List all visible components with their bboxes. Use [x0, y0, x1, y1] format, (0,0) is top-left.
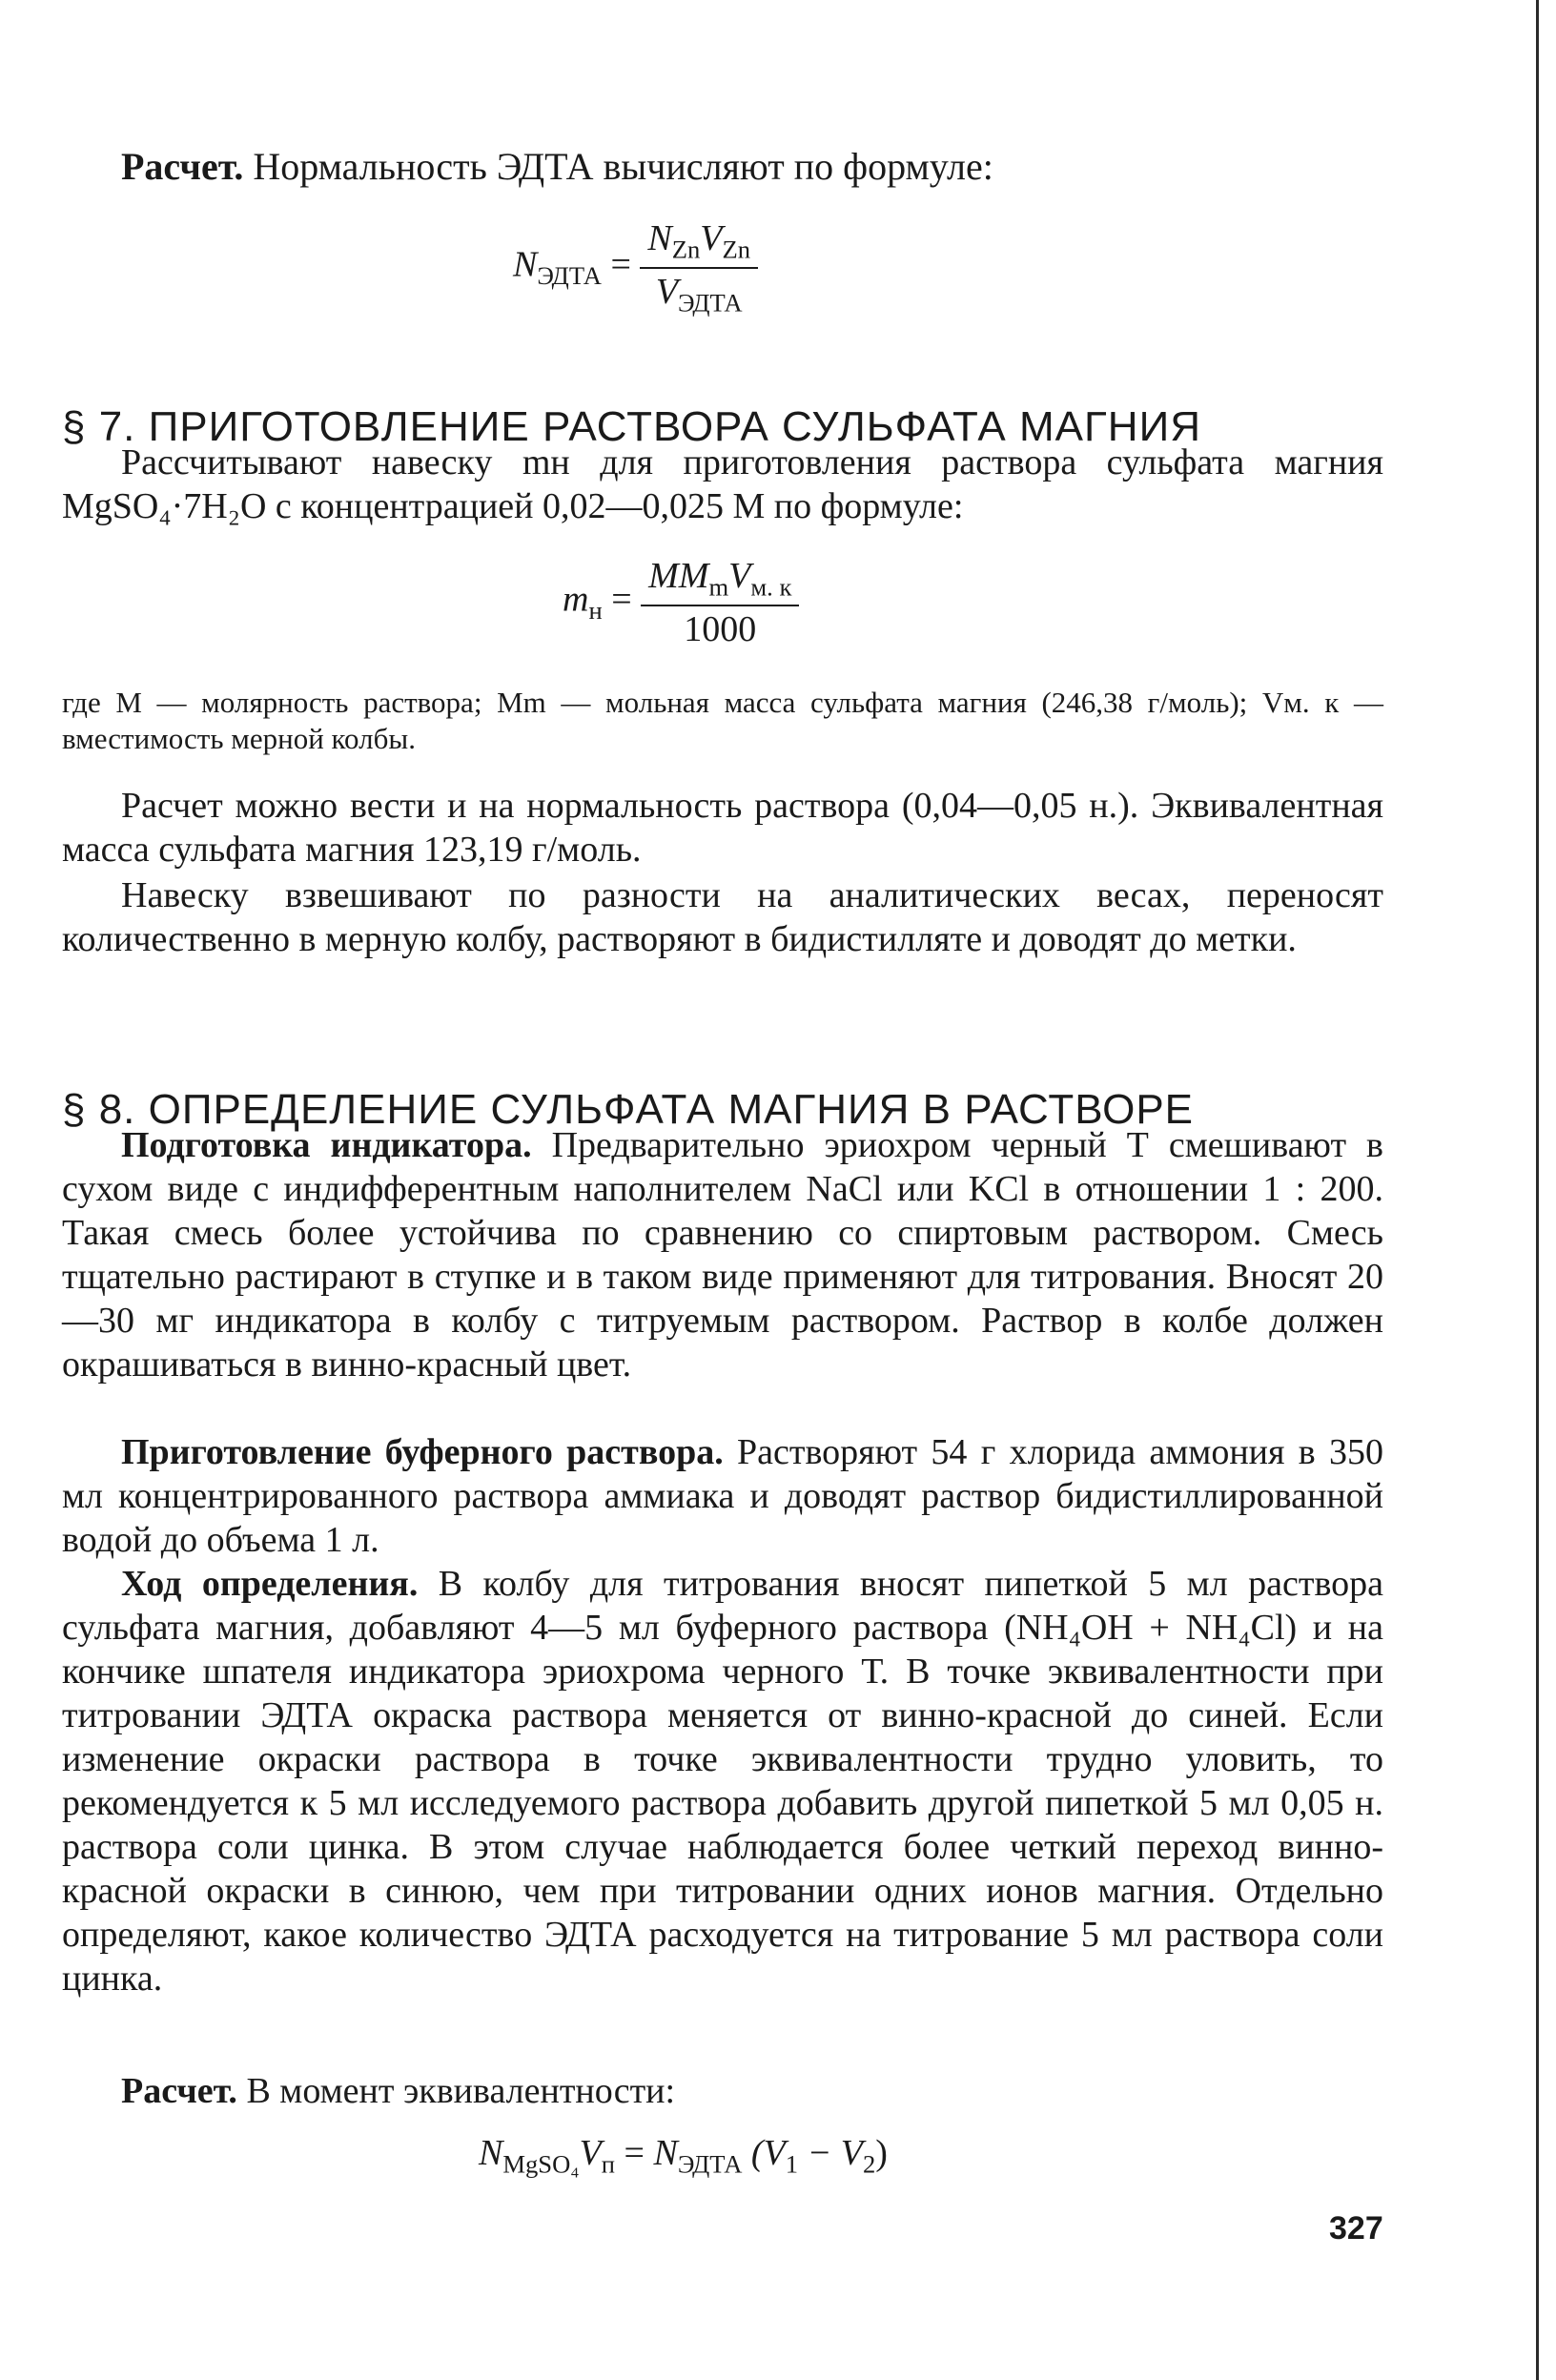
fraction: $\frac{N_{Zn}V_{Zn}}{V_{ЭДТА}}$	[640, 217, 758, 318]
para-indicator-prep: Подготовка индикатора. Предварительно эриохром черный Т смешивают в сухом виде с индифферентным наполнителем NaCl или KCl в отношении 1 : 200. Такая смесь более устойчива по сравнению со спиртовым раствором. Смесь тщательно растирают в ступке и в таком виде применяют для титрования. Вносят 20—30 мг индикатора в колбу с титруемым раствором. Раствор в колбе должен окрашиваться в винно-красный цвет.	[62, 1125, 1383, 1385]
calc-equivalence: Расчет. В момент эквивалентности:	[121, 2071, 676, 2111]
section-title: § 7. ПРИГОТОВЛЕНИЕ РАСТВОРА СУЛЬФАТА МАГНИЯ	[62, 403, 1201, 450]
calc-intro	[62, 145, 1383, 189]
calc-label: Расчет.	[121, 145, 244, 188]
formula-normality-edta: $N_{ЭДТА}$ = $\frac{N_{Zn}V_{Zn}}{V_{ЭДТА}}$	[513, 217, 758, 318]
page-number: 327	[1329, 2210, 1383, 2247]
para-procedure: Ход определения. В колбу для титрования вносят пипеткой 5 мл раствора сульфата магния, добавляют 4—5 мл буферного раствора (NH₄OH + NH₄Cl) и на кончике шпателя индикатора эриохрома черного Т. В точке эквивалентности при титровании ЭДТА окраска раствора меняется от винно-красной до синей. Если изменение окраски раствора в точке эквивалентности трудно уловить, то рекомендуется к 5 мл исследуемого раствора добавить другой пипеткой 5 мл 0,05 н. раствора соли цинка. В этом случае наблюдается более четкий переход винно-красной окраски в синюю, чем при титровании одних ионов магния. Отдельно определяют, какое количество ЭДТА расходуется на титрование 5 мл раствора соли цинка.	[62, 1564, 1383, 1999]
formula-mass-portion: $m_н$ = $\frac{MM_mV_{м. к}}{1000}$	[563, 555, 799, 650]
page-edge-rule	[1536, 0, 1539, 2380]
para-7c: Навеску взвешивают по разности на аналитических весах, переносят количественно в мерную колбу, растворяют в бидистилляте и доводят до метки.	[62, 875, 1383, 959]
para-7b: Расчет можно вести и на нормальность раствора (0,04—0,05 н.). Эквивалентная масса сульфата магния 123,19 г/моль.	[62, 786, 1383, 870]
fraction: $\frac{MM_mV_{м. к}}{1000}$	[641, 555, 799, 650]
formula-equivalence: $N_{MgSO_4}V_п = N_{ЭДТА}$ $(V_1 - V_2)$	[479, 2133, 888, 2179]
para-7a: Рассчитывают навеску mн для приготовления раствора сульфата магния MgSO₄·7H₂O с концентрацией 0,02—0,025 M по формуле:	[62, 442, 1383, 526]
calc-text: Нормальность ЭДТА вычисляют по формуле:	[243, 145, 993, 188]
para-buffer-prep: Приготовление буферного раствора. Растворяют 54 г хлорида аммония в 350 мл концентрированного раствора аммиака и доводят раствор бидистиллированной водой до объема 1 л.	[62, 1432, 1384, 1560]
where-legend: где M — молярность раствора; Mm — мольная масса сульфата магния (246,38 г/моль); Vм. к — вместимость мерной колбы.	[62, 686, 1383, 755]
section-title: § 8. ОПРЕДЕЛЕНИЕ СУЛЬФАТА МАГНИЯ В РАСТВОРЕ	[62, 1086, 1195, 1133]
